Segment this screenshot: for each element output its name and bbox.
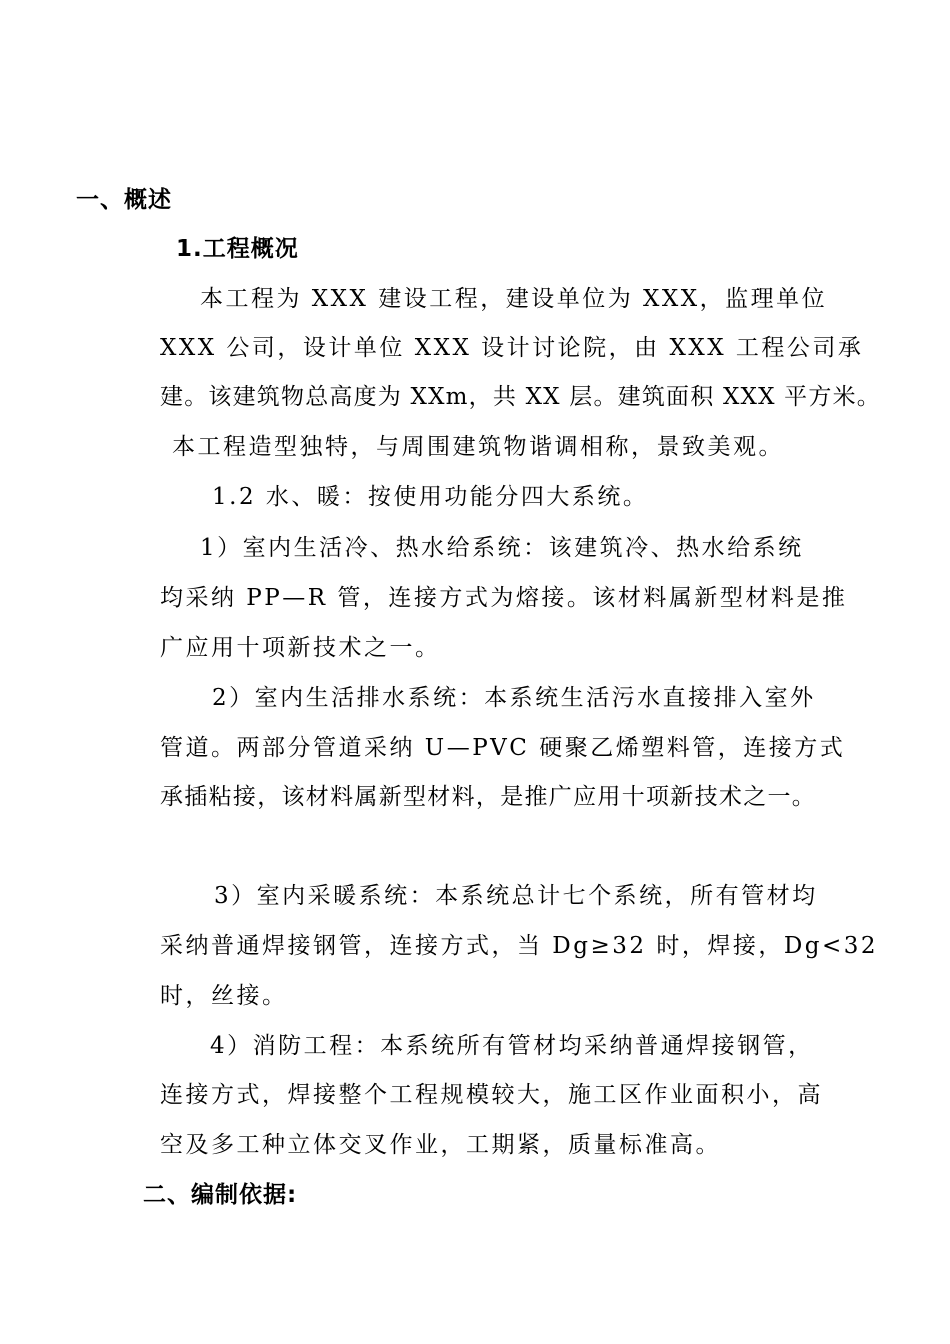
- paragraph-line: 4）消防工程：本系统所有管材均采纳普通焊接钢管，: [210, 1033, 814, 1059]
- paragraph-line: 时，丝接。: [160, 983, 288, 1009]
- paragraph-line: 管道。两部分管道采纳 U—PVC 硬聚乙烯塑料管，连接方式: [160, 735, 846, 761]
- paragraph-line: 2）室内生活排水系统：本系统生活污水直接排入室外: [212, 685, 816, 711]
- section-heading-compilation-basis: 二、编制依据:: [143, 1182, 298, 1208]
- paragraph-line: 空及多工种立体交叉作业，工期紧，质量标准高。: [160, 1132, 721, 1158]
- paragraph-line: 1）室内生活冷、热水给系统：该建筑冷、热水给系统: [200, 535, 804, 561]
- paragraph-line: 承插粘接，该材料属新型材料，是推广应用十项新技术之一。: [160, 784, 817, 810]
- paragraph-line: 均采纳 PP—R 管，连接方式为熔接。该材料属新型材料是推: [160, 585, 848, 611]
- paragraph-line: 采纳普通焊接钢管，连接方式，当 Dg≥32 时，焊接，Dg<32: [160, 933, 879, 959]
- paragraph-line: 1.2 水、暖：按使用功能分四大系统。: [212, 484, 649, 510]
- paragraph-line: 本工程造型独特，与周围建筑物谐调相称，景致美观。: [172, 434, 784, 460]
- paragraph-line: 广应用十项新技术之一。: [160, 635, 441, 661]
- paragraph-line: XXX 公司，设计单位 XXX 设计讨论院，由 XXX 工程公司承: [160, 335, 864, 361]
- subsection-heading-project-overview: 1.工程概况: [176, 236, 299, 262]
- paragraph-line: 3）室内采暖系统：本系统总计七个系统，所有管材均: [214, 883, 818, 909]
- paragraph-line: 连接方式，焊接整个工程规模较大，施工区作业面积小，高: [160, 1082, 823, 1108]
- paragraph-line: 建。该建筑物总高度为 XXm，共 XX 层。建筑面积 XXX 平方米。: [160, 384, 881, 410]
- paragraph-line: 本工程为 XXX 建设工程，建设单位为 XXX，监理单位: [200, 286, 828, 312]
- section-heading-overview: 一、概述: [76, 187, 172, 213]
